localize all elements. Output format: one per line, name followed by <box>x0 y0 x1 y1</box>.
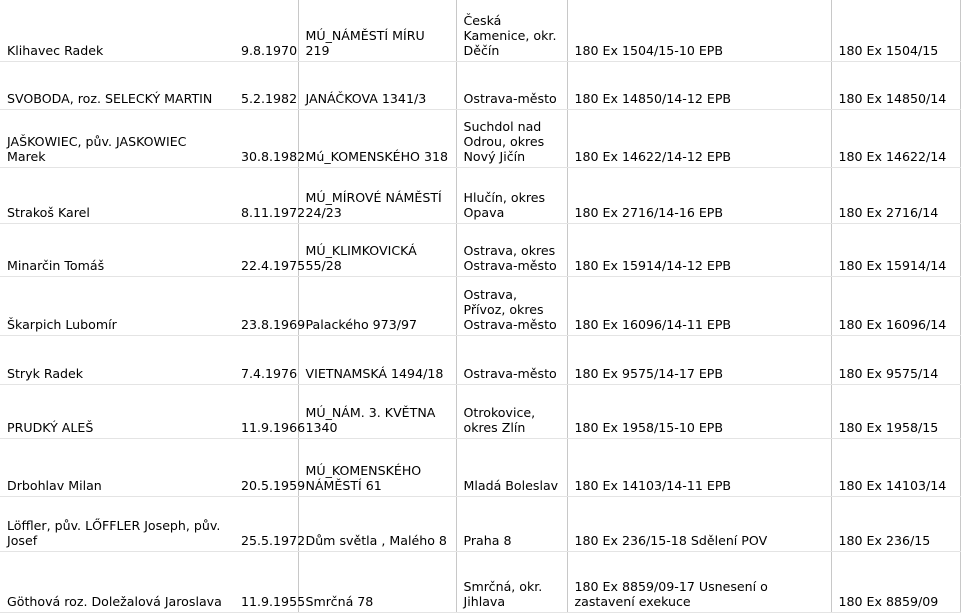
birth-date-cell: 11.9.1955 <box>234 551 298 612</box>
reference-cell: 180 Ex 1958/15-10 EPB <box>567 384 831 438</box>
city-cell: Ostrava, Přívoz, okres Ostrava-město <box>456 276 567 335</box>
case-number-cell: 180 Ex 14850/14 <box>831 61 960 109</box>
city-cell: Praha 8 <box>456 496 567 551</box>
address-cell: MÚ_NÁMĚSTÍ MÍRU 219 <box>298 0 456 61</box>
name-cell: Klihavec Radek <box>0 0 234 61</box>
name-cell: Göthová roz. Doležalová Jaroslava <box>0 551 234 612</box>
table-row <box>0 384 960 438</box>
table-row <box>0 109 960 167</box>
birth-date-cell: 5.2.1982 <box>234 61 298 109</box>
name-cell: Drbohlav Milan <box>0 438 234 496</box>
address-cell: MÚ_NÁM. 3. KVĚTNA 1340 <box>298 384 456 438</box>
reference-cell: 180 Ex 14103/14-11 EPB <box>567 438 831 496</box>
birth-date-cell: 22.4.1975 <box>234 223 298 276</box>
reference-cell: 180 Ex 14622/14-12 EPB <box>567 109 831 167</box>
reference-cell: 180 Ex 9575/14-17 EPB <box>567 335 831 384</box>
address-cell: Mú_KOMENSKÉHO 318 <box>298 109 456 167</box>
case-number-cell: 180 Ex 1958/15 <box>831 384 960 438</box>
address-cell: MÚ_KLIMKOVICKÁ 55/28 <box>298 223 456 276</box>
address-cell: JANÁČKOVA 1341/3 <box>298 61 456 109</box>
case-number-cell: 180 Ex 1504/15 <box>831 0 960 61</box>
city-cell: Česká Kamenice, okr. Děčín <box>456 0 567 61</box>
reference-cell: 180 Ex 16096/14-11 EPB <box>567 276 831 335</box>
table-row <box>0 438 960 496</box>
table-row <box>0 496 960 551</box>
table-row <box>0 223 960 276</box>
table-row <box>0 551 960 612</box>
city-cell: Mladá Boleslav <box>456 438 567 496</box>
birth-date-cell: 11.9.1966 <box>234 384 298 438</box>
case-number-cell: 180 Ex 14103/14 <box>831 438 960 496</box>
reference-cell: 180 Ex 8859/09-17 Usnesení o zastavení exekuce <box>567 551 831 612</box>
name-cell: Löffler, pův. LŐFFLER Joseph, pův. Josef <box>0 496 234 551</box>
reference-cell: 180 Ex 236/15-18 Sdělení POV <box>567 496 831 551</box>
case-number-cell: 180 Ex 16096/14 <box>831 276 960 335</box>
address-cell: Smrčná 78 <box>298 551 456 612</box>
table-row <box>0 61 960 109</box>
name-cell: PRUDKÝ ALEŠ <box>0 384 234 438</box>
address-cell: VIETNAMSKÁ 1494/18 <box>298 335 456 384</box>
city-cell: Hlučín, okres Opava <box>456 167 567 223</box>
address-cell: MÚ_MÍROVÉ NÁMĚSTÍ 24/23 <box>298 167 456 223</box>
name-cell: Stryk Radek <box>0 335 234 384</box>
reference-cell: 180 Ex 1504/15-10 EPB <box>567 0 831 61</box>
name-cell: Strakoš Karel <box>0 167 234 223</box>
case-number-cell: 180 Ex 15914/14 <box>831 223 960 276</box>
birth-date-cell: 9.8.1970 <box>234 0 298 61</box>
birth-date-cell: 8.11.1972 <box>234 167 298 223</box>
case-number-cell: 180 Ex 8859/09 <box>831 551 960 612</box>
birth-date-cell: 23.8.1969 <box>234 276 298 335</box>
case-number-cell: 180 Ex 2716/14 <box>831 167 960 223</box>
birth-date-cell: 25.5.1972 <box>234 496 298 551</box>
reference-cell: 180 Ex 15914/14-12 EPB <box>567 223 831 276</box>
case-number-cell: 180 Ex 14622/14 <box>831 109 960 167</box>
birth-date-cell: 30.8.1982 <box>234 109 298 167</box>
city-cell: Smrčná, okr. Jihlava <box>456 551 567 612</box>
case-number-cell: 180 Ex 9575/14 <box>831 335 960 384</box>
table-row <box>0 276 960 335</box>
address-cell: MÚ_KOMENSKÉHO NÁMĚSTÍ 61 <box>298 438 456 496</box>
address-cell: Dům světla , Malého 8 <box>298 496 456 551</box>
city-cell: Suchdol nad Odrou, okres Nový Jičín <box>456 109 567 167</box>
birth-date-cell: 20.5.1959 <box>234 438 298 496</box>
name-cell: Minarčin Tomáš <box>0 223 234 276</box>
city-cell: Otrokovice, okres Zlín <box>456 384 567 438</box>
address-cell: Palackého 973/97 <box>298 276 456 335</box>
reference-cell: 180 Ex 2716/14-16 EPB <box>567 167 831 223</box>
name-cell: JAŠKOWIEC, pův. JASKOWIEC Marek <box>0 109 234 167</box>
birth-date-cell: 7.4.1976 <box>234 335 298 384</box>
table-row <box>0 0 960 61</box>
city-cell: Ostrava, okres Ostrava-město <box>456 223 567 276</box>
city-cell: Ostrava-město <box>456 61 567 109</box>
table-row <box>0 167 960 223</box>
case-number-cell: 180 Ex 236/15 <box>831 496 960 551</box>
name-cell: Škarpich Lubomír <box>0 276 234 335</box>
table-row <box>0 335 960 384</box>
city-cell: Ostrava-město <box>456 335 567 384</box>
reference-cell: 180 Ex 14850/14-12 EPB <box>567 61 831 109</box>
name-cell: SVOBODA, roz. SELECKÝ MARTIN <box>0 61 234 109</box>
